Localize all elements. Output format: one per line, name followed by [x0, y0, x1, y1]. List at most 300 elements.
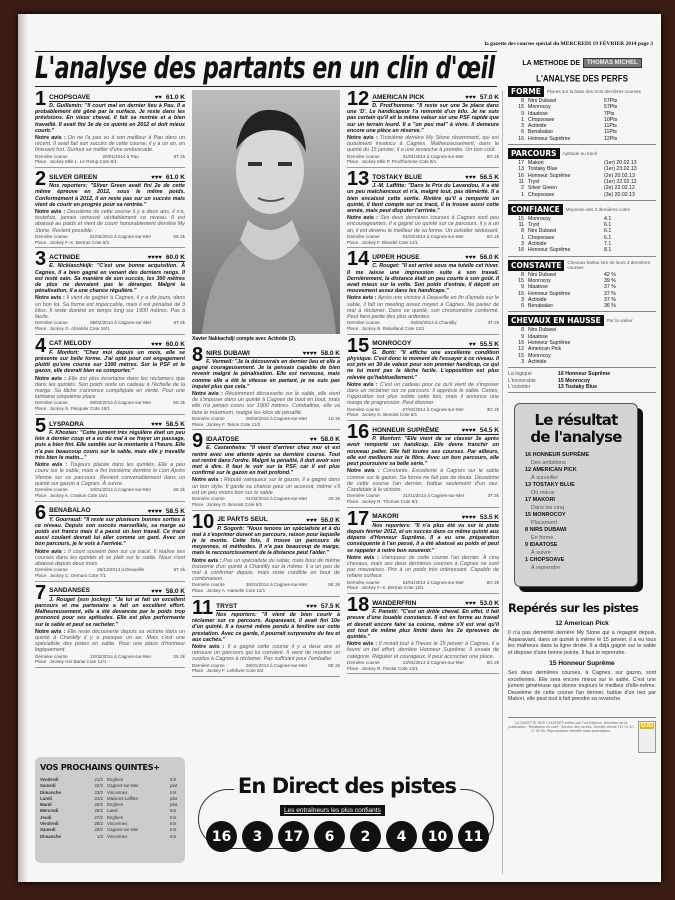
derniere-result: 3S 2k [173, 233, 185, 239]
column-right-entries [347, 90, 499, 676]
avis-label: Notre avis : [35, 628, 66, 635]
direct-title: En Direct des pistes [234, 774, 460, 798]
stats-header [508, 148, 656, 159]
place-info [192, 588, 340, 594]
methode-logo: THOMAS MICHEL [583, 58, 642, 68]
avis-label: Notre avis : [192, 477, 223, 484]
stats-badge: CONFIANCE [508, 204, 563, 215]
trainer-pick-number: 16 [206, 821, 237, 852]
trainer-quote: P. Sogorb: "Nous tenons un spécialiste et à du mal à s'exprimer durant un parcours, raison pour laquelle je le monte. Cette fois, il trouve un parcours de moyennes, ni méthodes. Il n'a pas beaucoup de marge, mais le raccourcissement de la distance peut l'aider." [192, 525, 340, 557]
stats-num: 3 [521, 241, 524, 248]
stats-subtitle: Par la valeur [606, 318, 633, 324]
place-text: Jockey F. Lefebvre Cote 6/2 [206, 668, 264, 674]
horse-header [372, 251, 499, 262]
trainer-quote: C. Rouget: "Il est arrivé sous ma tutelle cet hiver. Il me laisse une impression suite à son travail. Dernièrement, la distance était un peu courte à son goût. Il avait mieux sur la volte. Son poids d'entrée, il déçoit un mouvement assez dans les handicaps." [347, 263, 499, 295]
horse-header [372, 424, 499, 435]
stats-num: 3 [521, 358, 524, 365]
horse-name: HONNEUR SUPRÊME [372, 426, 440, 434]
horse-name: JE PARTS SEUL [217, 516, 268, 524]
horse-number: 3 [35, 250, 47, 271]
derniere-info: 01/02/2014 à Cagnes-sur-Mer [89, 233, 152, 239]
horse-header [49, 505, 185, 516]
horse-entry [35, 504, 185, 582]
horse-number: 6 [35, 503, 47, 524]
result-comment: À suivre [531, 550, 551, 557]
horse-header [216, 600, 340, 611]
horse-entry [347, 337, 499, 421]
place-info [347, 159, 499, 165]
horse-entry [35, 250, 185, 334]
avis-label: Notre avis : [347, 215, 378, 222]
horse-entry [347, 170, 499, 248]
result-item [525, 497, 627, 512]
quinte-type: trot [170, 808, 177, 814]
stats-num: 11 [518, 222, 524, 229]
stats-num: 15 [518, 215, 524, 222]
derniere-info: 05/02/2014 à Chantilly [410, 320, 457, 326]
horse-number: 13 [347, 170, 370, 191]
quinte-venue: Vincennes [107, 833, 128, 839]
place-info [347, 585, 499, 591]
avis-label: Notre avis : [347, 135, 378, 142]
notre-avis [347, 382, 499, 407]
stats-badge: PARCOURS [508, 148, 560, 159]
place-text: Jockey G. Abrahão Cote 16/1 [49, 326, 110, 332]
place-info [35, 493, 185, 499]
derniere-label: Dernière course [347, 493, 380, 499]
trainer-quote: D. Guillemin: "Il court mal en dernier lieu à Pau. Il a probablement été gêné par la surface. Je reste dans les prévisions. En vieux cheval, il fait sa rentrée et a bien travaillé. Il avait fini 3e de ce quinté en 2012 et doit mieux courir." [35, 103, 185, 134]
stats-num: 16 [518, 172, 524, 179]
confidence-hearts: ♥♥♥ [151, 588, 162, 595]
stats-row [508, 359, 656, 365]
result-title: Le résultat de l'analyse [530, 411, 622, 447]
derniere-result: 6T 2k [173, 320, 185, 326]
place-info [35, 659, 185, 665]
horse-name: CHOPSOAVE [49, 93, 91, 101]
trainer-quote: G. Botti: "Il affiche une excellente condition physique. C'est donc le moment de l'essayer à ce niveau. Il est pris en 30 de valeur pour son premier handicap, ce qui ne lui ment pas la tâche facile. L'opposition est plus relevée qu'habituellement." [347, 349, 499, 381]
quinte-day: Mercredi [40, 808, 59, 814]
horse-entry [347, 596, 499, 674]
horse-entry [35, 584, 185, 668]
horse-number: 14 [347, 250, 370, 271]
page-fold-shadow [18, 14, 28, 882]
result-horse: 8 NIRS DUBAWI [525, 527, 567, 534]
horse-value: 57.5 K [320, 603, 340, 611]
confidence-hearts: ♥♥♥ [465, 601, 476, 608]
horse-name: SANDANSES [49, 587, 90, 595]
stats-horse: Honneur Suprême [528, 135, 571, 142]
result-comment: À reprendre [531, 565, 561, 572]
horse-name: IDAATOSE [206, 435, 240, 443]
horse-value: 58.0 K [165, 587, 185, 595]
confidence-hearts: ♥♥♥ [465, 255, 476, 262]
notre-avis [347, 215, 499, 234]
stats-horse: Makori [528, 160, 544, 167]
place-text: Jockey Gio Bariai Cote 12/1 [49, 659, 107, 665]
result-item [525, 527, 627, 542]
avis-text: Troisième derrière My Stone récemment, qui est quasiment invaincu à Cagnes. Malheureusement, dans le quinté du 15 janvier, il a une revanche à prendre. Un bon coût. [347, 135, 499, 154]
place-text: Jockey F.-X. Bertras Cote 13/1 [361, 585, 424, 591]
stats-value: 37 % [604, 296, 616, 303]
horse-header [372, 91, 499, 102]
avis-text: Toujours placée dans les quintés. Elle a peu couru sur le sable, mais a fini troisième derrière le Lion Après Vienne sur ce parcours. Revient convenablement dans un quinté sur gazon à Cagnes. À suivre. [35, 462, 185, 487]
stats-horse: Tryst [528, 178, 540, 185]
horse-name: SILVER GREEN [49, 173, 98, 181]
derniere-label: Dernière course [347, 406, 380, 412]
stats-horse: Honneur Suprême [528, 290, 571, 297]
avis-text: Elle reste découverte depuis sa victoire dans un quinté à Chantilly il y a presque un an. Mais c'est une spécialiste des pistes en sable. Pour une place d'honneur logiquement. [35, 628, 185, 654]
horse-number: 18 [347, 596, 370, 617]
notre-avis [347, 135, 499, 154]
notre-avis [35, 376, 185, 401]
place-info [35, 326, 185, 332]
quinte-date: 25/2 [94, 802, 103, 808]
trainer-portrait-image [192, 90, 340, 334]
derniere-result: 6G 2k [486, 233, 499, 239]
avis-label: Notre avis : [347, 295, 377, 302]
horse-header [206, 347, 340, 358]
horse-value: 54.5 K [479, 427, 499, 435]
derniere-result: 5T 2k [173, 567, 185, 573]
quinte-date: 26/2 [94, 808, 103, 814]
stats-header [508, 315, 656, 326]
horse-number: 11 [192, 599, 214, 620]
stats-num: 16 [518, 290, 524, 297]
derniere-label: Dernière course [347, 233, 380, 239]
stats-horse: Benabalao [528, 129, 553, 136]
horse-header [372, 171, 499, 182]
column-divider [502, 90, 503, 874]
stats-num: 16 [518, 340, 524, 347]
result-comment: À surveiller [531, 475, 559, 482]
result-horse: 9 IDAATOSE [525, 542, 558, 549]
stats-value: (2e) 22.02.12 [604, 185, 635, 192]
quinte-venue: Vincennes [107, 821, 128, 827]
stats-num: 15 [518, 352, 524, 359]
stats-horse: Idaatose [528, 284, 548, 291]
avis-text: Vainqueur de cette course l'an dernier. À cinq chevaux, mais ses deux dernières courses à Cagnes ne sont pas mauvaises. Pris à un poids très intéressant. Capable de refaire surface. [347, 554, 499, 580]
derniere-info: 13/01/2014 à Cagnes-sur-Mer [402, 659, 464, 665]
quinte-day: Dimanche [40, 789, 61, 795]
stats-badge: FORME [508, 86, 544, 97]
horse-entry [35, 417, 185, 501]
horse-number: 17 [347, 509, 370, 530]
stats-horse: Nirs Dubawi [528, 228, 556, 235]
trainer-quote: D. Prod'homme: "Il reste sur une 3e place dans une 'D'. Le handicapeur l'a remonté d'un kilo. Je ne suis pas certain qu'il ait la même valeur sur une PSF rapide que sur un terrain lourd. Il a "un peu mal" à vivre. Il demeure encore une pièce en réserve." [347, 103, 499, 134]
stats-num: 2 [521, 185, 524, 192]
place-text: Jockey R. Pardar Cote 13/1 [361, 665, 418, 671]
photo-caption: Xavier Nakkachdji compte avec Actinide (3). [192, 336, 297, 342]
horse-header [49, 91, 185, 102]
avis-label: Notre avis : [192, 644, 225, 651]
logic-pick: 13 Tostaky Blue [558, 383, 598, 390]
derniere-label: Dernière course [35, 567, 68, 573]
avis-label: Notre avis : [35, 375, 66, 382]
stats-value: 42 % [604, 271, 616, 278]
trainer-quote: F. Vermeil: "Je la découvrais en dernier lieu et elle a gagné courageusement. Je la pensais capable de bien revenir malgré la pénalisation. Elle est nerveuse, mais comme elle a été la vitesse en partant, je ne suis pas inquiet plus que cela." [192, 359, 340, 390]
horse-entry [347, 423, 499, 507]
stats-num: 1 [521, 234, 524, 241]
reperes-title: Repérés sur les pistes [508, 601, 639, 616]
place-label: Place [35, 159, 47, 165]
quinte-day: Mardi [40, 802, 52, 808]
stats-section [508, 148, 656, 201]
place-label: Place [35, 572, 47, 578]
stats-num: 8 [521, 228, 524, 235]
stats-value: 6.1 [604, 234, 612, 241]
avis-text: Pas un spécialiste du sable, mais bout de même troisième d'un quinté à Chantilly sur la même. Il a un peu de mal à confirmer depuis, mais reste crédible en bout de combinaison. [192, 557, 340, 583]
stats-value: 11Pts [604, 129, 617, 136]
derniere-info: 12/02/2014 à Cagnes-sur-Mer [89, 653, 152, 659]
avis-label: Notre avis : [192, 391, 223, 398]
place-label: Place [192, 501, 204, 507]
imprint [508, 717, 656, 759]
logic-row [508, 384, 656, 390]
stats-num: 6 [521, 303, 524, 310]
horse-value: 56.0 K [479, 254, 499, 262]
avis-text: Réputé vainqueur sur le gazon, il a gagné dans un bon style. Il garde sa chance pour un accessit, même s'il est un peu moins bon sur le sable. [192, 477, 340, 496]
stats-value: 7.1 [604, 241, 612, 248]
place-info [35, 406, 185, 412]
repere-heading: 15 Honneur Suprême [549, 660, 615, 668]
result-item [525, 467, 627, 482]
stats-value: 10Pts [604, 116, 618, 123]
trainer-quote: E. Nicklaschkijk: "C'est une bonne acquisition. À Cagnes, il a bien gagné en venant des derniers rangs. Il est resté sain. Sa manière de son succès, les 300 mètres de plus ne devraient pas le déranger. Malgré la pénalisation, il a une chance régulière." [35, 263, 185, 295]
horse-entry [35, 90, 185, 168]
quinte-type: trot [170, 777, 177, 782]
confidence-hearts: ♥♥♥ [306, 604, 317, 611]
horse-header [206, 433, 340, 444]
trainer-pick-number: 17 [278, 821, 309, 852]
place-text: Jockey Mlle L. Le Pemp Cote 8/1 [49, 159, 117, 165]
avis-text: Constante. Excellente à Cagnes sur le sable comme sur le gazon. Sa forme ne fait pas de doute. Deuxième de cette course l'an dernier, battue seulement d'un nez. Candidate à la victoire. [347, 468, 499, 493]
derniere-label: Dernière course [347, 659, 380, 665]
place-info [192, 668, 340, 674]
derniere-info: 26/01/2014 à Cagnes-sur-Mer [245, 662, 308, 668]
trainer-quote: F. Monfort: "Chez moi depuis un mois, elle se présente sur belle forme. J'ai opté pour cet engagement plutôt qu'une course sur 1300 mètres. Sur la PSF et le gazon, elle devrait bien se comporter." [35, 349, 185, 375]
derniere-label: Dernière course [347, 579, 380, 585]
horse-entry [192, 432, 340, 510]
stats-horse: Honneur Suprême [528, 340, 571, 347]
confidence-hearts: ♥♥♥ [465, 175, 476, 182]
place-info [347, 666, 499, 672]
stats-horse: Actinide [528, 123, 547, 130]
quintes-title: VOS PROCHAINS QUINTES+ [40, 762, 160, 772]
horse-header [49, 171, 185, 182]
quinte-day: Vendredi [40, 821, 59, 827]
stats-horse: Actinide [528, 241, 547, 248]
stats-num: 9 [521, 110, 524, 117]
trainer-quote: Nos reporters: "Silver Green avait fini 2e de cette même épreuve en 2012, sous le même poids. Conformément à 2012, il en reste pas sur un succès mais vient de courir en progrès pour sa rentrée." [35, 183, 185, 208]
place-text: Jockey A. Crastus Cote 15/1 [49, 492, 108, 498]
trainer-quote: F. Khozian: "Cette jument très régulière était un peu loin à dernier coup et a eu du mal à se frayer un passage, puis a bien fini. Elle semble sur la montante à l'heure. Elle n'a pas beaucoup couru sur le sable, mais elle y travaille très bien le matin..." [35, 430, 185, 461]
horse-number: 7 [35, 583, 47, 604]
quinte-type: trot [170, 814, 177, 820]
avis-text: On ne l'a pas vu à son meilleur à Pau dans un récent. Il avait fait son succès de cette course, il y a un an, en finissant fort. Surtout se méfier d'une embuscade. [35, 135, 185, 154]
result-horse: 17 MAKORI [525, 497, 555, 504]
stats-subtitle: Moyenne des 3 dernières cotes [565, 206, 630, 212]
derniere-info: 25/12/2013 à Deauville [97, 567, 145, 573]
result-item [525, 512, 627, 527]
horse-name: TRYST [216, 602, 238, 610]
stats-horse: Honneur Suprême [528, 247, 571, 254]
avis-label: Notre avis : [35, 209, 66, 216]
quinte-day: Dimanche [40, 833, 61, 839]
derniere-result: 3S 2k [328, 496, 340, 502]
confidence-hearts: ♥♥♥ [151, 341, 162, 348]
stats-section [508, 315, 656, 368]
confidence-hearts: ♥♥♥ [151, 175, 162, 182]
horse-value: 60.0 K [165, 254, 185, 262]
quinte-date: 1/3 [96, 833, 103, 839]
notre-avis [192, 644, 340, 663]
quinte-venue: Enghien [107, 777, 124, 782]
quinte-date: 21/2 [94, 777, 103, 782]
derniere-result: 3S 2k [173, 486, 185, 492]
notre-avis [35, 209, 185, 234]
horse-number: 10 [192, 512, 215, 533]
stats-value: (1er) 23.02.13 [604, 166, 637, 173]
stats-horse: Nirs Dubawi [528, 327, 556, 334]
quinte-venue: Laval [107, 808, 118, 814]
logic-label: L'incourable [508, 377, 536, 384]
derniere-result: 8G 2k [486, 579, 499, 585]
derniere-info: 20/01/2014 à Pau [102, 153, 139, 159]
place-label: Place [35, 406, 47, 412]
quinte-type: plat [170, 783, 178, 789]
derniere-result: 6T 2k [173, 153, 185, 159]
horse-value: 55.5 K [479, 340, 499, 348]
stats-num: 15 [518, 277, 524, 284]
stats-horse: Chopsoave [528, 234, 555, 241]
place-text: Jockey F. Blondel Cote 11/1 [361, 239, 419, 245]
quinte-venue: Maisons-Laffitte [107, 795, 138, 801]
horse-value: 61.0 K [165, 94, 185, 101]
place-label: Place [35, 492, 47, 498]
place-text: Jockey G. Benoist Cote 8/1 [206, 501, 263, 507]
trainer-quote: P. Monfort: "Elle vient de se classer 3e après avoir remporté un handicap. Elle devra franchir un nouveau palier. Elle fait toutes ses courses. Par ailleurs, elle est meilleure sur le fibre. Avec un bon parcours, elle peut poursuivre sa belle série." [347, 436, 499, 468]
confidence-hearts: ♥♥♥♥ [302, 351, 317, 357]
confidence-hearts: ♥♥♥ [465, 95, 476, 101]
place-text: Jockey G. Benoist Cote 8/1 [361, 412, 418, 418]
derniere-label: Dernière course [192, 662, 225, 668]
quinte-venue: Vincennes [107, 789, 128, 795]
confidence-hearts: ♥♥ [309, 437, 317, 444]
horse-entry [192, 599, 340, 677]
derniere-label: Dernière course [192, 415, 225, 421]
stats-num: 16 [518, 247, 524, 254]
horse-value: 60.0 K [165, 340, 185, 348]
derniere-label: Dernière course [347, 320, 380, 326]
stats-value: 6.1 [604, 222, 612, 229]
stats-value [604, 359, 656, 365]
derniere-result: 1S 2k [328, 415, 340, 421]
quinte-type: plat [170, 802, 178, 808]
confidence-hearts: ♥♥ [154, 95, 162, 101]
notre-avis [347, 641, 499, 660]
trainer-quote: Nos reporters: "Il n'a plus été vu sur le piste depuis février 2012, et un succès dans ce même quinté aux dépens d'Honneur Suprême. Il a eu une préparation conséquente à l'an passé, il a été abaissé au poids et peut se rappeler à notre bon souvenir." [347, 522, 499, 554]
horse-name: CAT MELODY [49, 340, 92, 348]
quinte-type: trot [170, 833, 177, 839]
confidence-hearts: ♥♥ [468, 341, 476, 348]
quinte-date: 28/2 [94, 821, 103, 827]
stats-num: 6 [521, 129, 524, 136]
derniere-label: Dernière course [35, 653, 68, 659]
result-item [525, 482, 627, 497]
avis-text: Il court souvent bien sur ce tracé. Il réalise ses courses dans les quintés et se plaît sur le sable. Nous n'est abaissé depuis deux mois. [35, 548, 185, 567]
stats-badge: CONSTANTE [508, 260, 564, 271]
horse-entry [347, 250, 499, 334]
place-info [35, 573, 185, 579]
reperes-section [508, 601, 656, 703]
horse-number: 8 [192, 346, 204, 366]
place-text: Jockey C. Demuro Cote 7/1 [49, 572, 106, 578]
stats-horse: Monrocoy [528, 215, 551, 222]
stats-num: 1 [521, 116, 524, 123]
stats-num: 15 [518, 104, 524, 111]
horse-name: AMERICAN PICK [372, 93, 425, 101]
result-comment: Des ambitions [531, 460, 566, 467]
place-info [192, 422, 340, 428]
logic-label: La logique [508, 371, 532, 378]
place-text: Jockey R. Thomas Cote 8/1 [361, 498, 419, 504]
derniere-label: Dernière course [192, 496, 225, 502]
stats-num: 3 [521, 296, 524, 303]
stats-num: 1 [521, 191, 524, 198]
derniere-label: Dernière course [35, 153, 68, 159]
notre-avis [35, 462, 185, 487]
avis-label: Notre avis : [347, 468, 380, 475]
quinte-day: Jeudi [40, 814, 52, 820]
stats-value: 57Pts [604, 98, 618, 104]
quinte-date: 29/2 [94, 827, 103, 833]
notre-avis [347, 468, 499, 493]
horse-name: TOSTAKY BLUE [372, 173, 423, 181]
derniere-info: 05/02/2014 à Cagnes-sur-Mer [245, 415, 308, 421]
notre-avis [35, 629, 185, 654]
confidence-hearts: ♥♥♥ [306, 517, 317, 524]
avis-text: Il a gagné cette course il y a deux ans et retrouve un parcours qui lui convient. Il vient de montrer un surplus à Cagnes à réclamer. Pas suffisant pour l'emballer. [192, 644, 340, 663]
avis-label: Notre avis : [347, 641, 378, 648]
quinte-day: Samedi [40, 827, 56, 833]
stats-subtitle: Places sur la base des trois dernières courses [546, 89, 641, 94]
derniere-info: 31/01/2014 à Cagnes-sur-Mer [402, 493, 465, 499]
derniere-result: 3T 2k [487, 493, 499, 499]
horse-name: MAKORI [372, 513, 399, 521]
trainer-quote: J.-M. Laffitte: "Dans le Prix du Lavandou, il a été un peu malchanceux et n'a, malgré tout, pas démérité. Il a bien encaissé cette sortie. Rivière qu'il a remporté un quinté, il tient compte sur ce tracé, il la trouve aussi cette année, mais peut disputer l'arrivée." [347, 183, 499, 215]
quinte-date: 24/2 [94, 795, 103, 801]
place-label: Place [192, 588, 204, 594]
trainer-quote: Nos reporters: "Il vient de bien courir à réclamer sur ce parcours. Auparavant, il avait fini 10e d'un quinté. Il a tourné même pendu à fenêtre sur cette prestation. Avec ce garde, il pourrait surprendre du feu et aux cachés." [192, 612, 340, 643]
quinte-date: 22/2 [94, 783, 103, 789]
place-label: Place [347, 412, 359, 418]
stats-section [508, 260, 656, 313]
derniere-label: Dernière course [35, 320, 68, 326]
result-comment: Placement [531, 520, 557, 527]
avis-label: Notre avis : [35, 462, 68, 469]
logic-label: L'outsider [508, 383, 531, 390]
place-text: Jockey F.-X. Bertras Cote 8/1 [49, 239, 110, 245]
notre-avis [347, 295, 499, 320]
horse-header [49, 585, 185, 596]
avis-text: Elle est plus incertaine dans les réclamers que dans les quintés. Son poids reste un cadeau à l'échelle de la marge. Sa tâche s'annonce compliquée en vérité. Pour une lointaine cinquième place. [35, 375, 185, 401]
quinte-date: 27/2 [94, 814, 103, 820]
stats-value: 7Pts [604, 110, 615, 117]
logic-pick: 16 Honneur Suprême [558, 371, 611, 378]
result-horse: 1 CHOPSOAVE [525, 557, 565, 564]
result-comment: Dans les cinq [531, 505, 565, 512]
stats-value: 57Pts [604, 104, 618, 111]
